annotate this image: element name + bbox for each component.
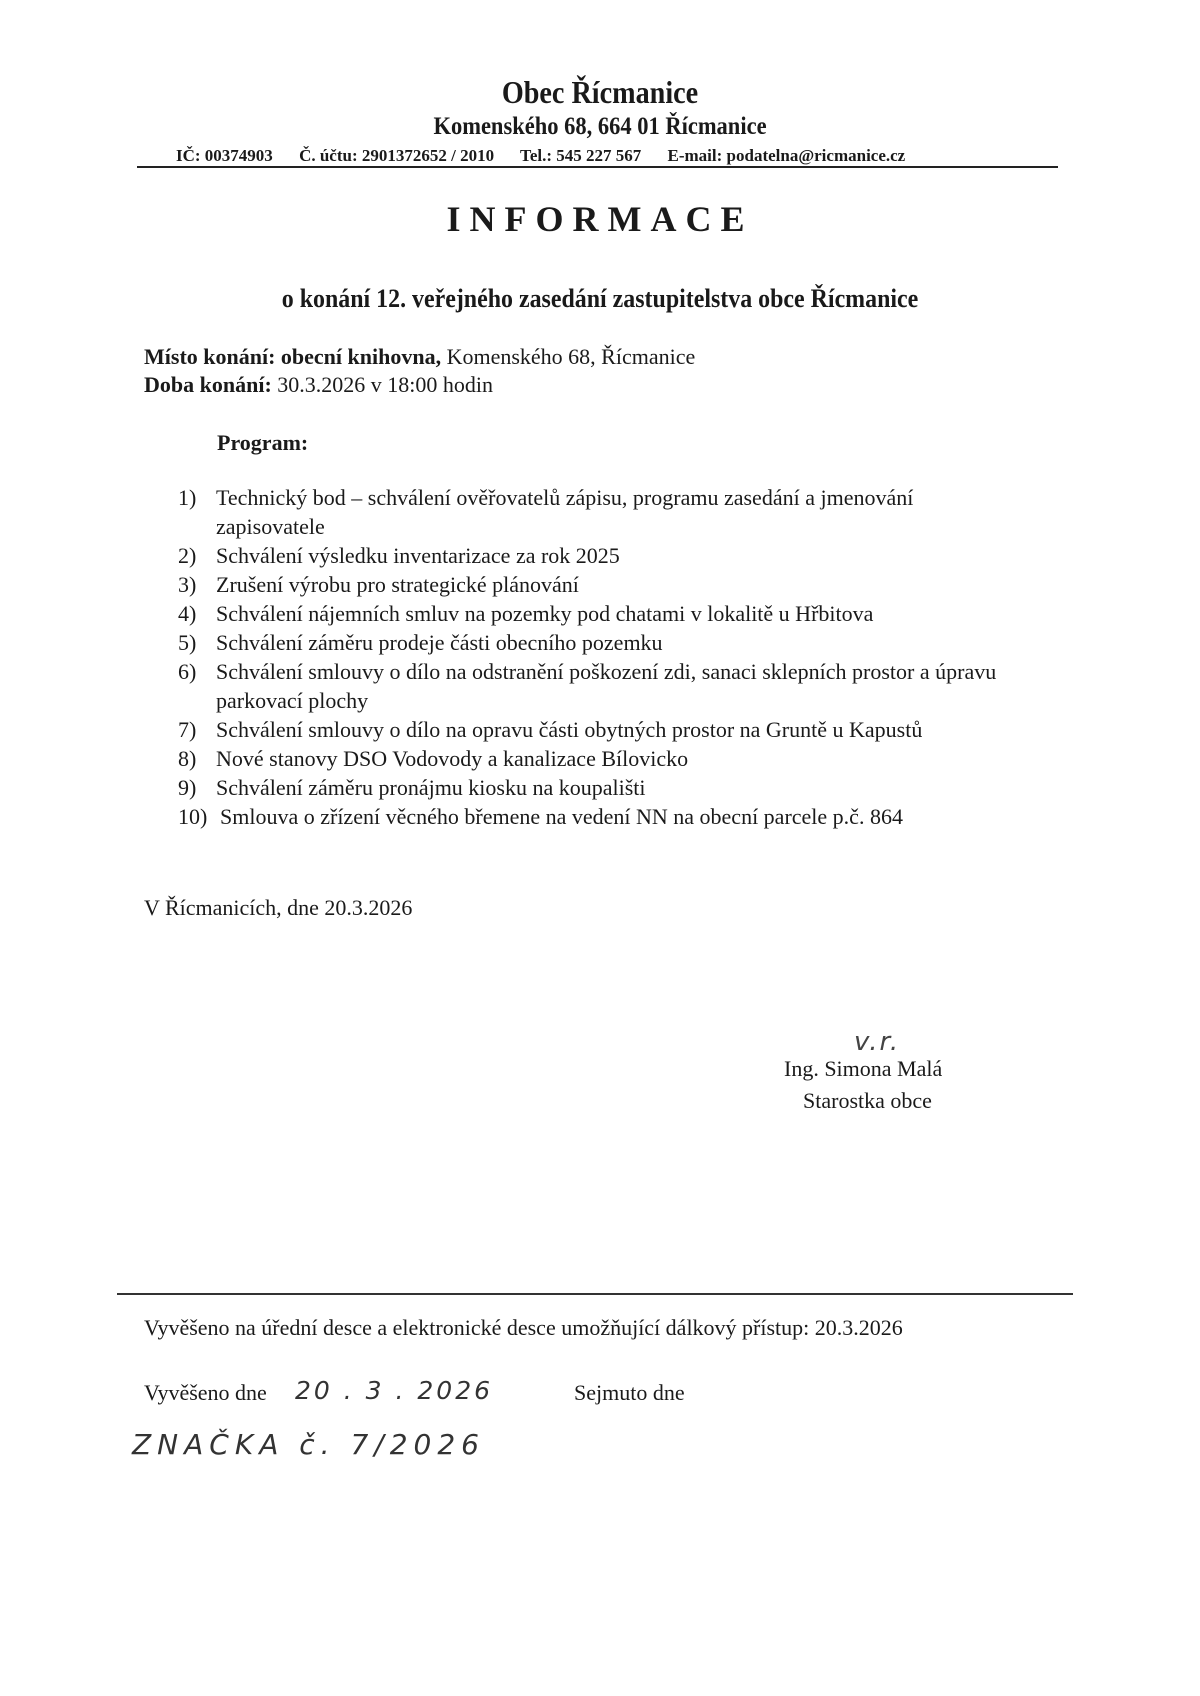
program-item — [178, 599, 1006, 628]
signer-role: Starostka obce — [803, 1088, 932, 1113]
item-number: 4) — [178, 601, 197, 626]
item-number: 7) — [178, 717, 197, 742]
removed-date-label: Sejmuto dne — [574, 1380, 685, 1405]
item-number: 5) — [178, 630, 197, 655]
meeting-place-label: Místo konání: obecní knihovna, — [144, 344, 442, 369]
phone-number: Tel.: 545 227 567 — [520, 146, 642, 165]
program-item — [178, 773, 1006, 802]
meeting-time — [144, 372, 493, 398]
company-id: IČ: 00374903 — [176, 146, 273, 165]
organization-address: Komenského 68, 664 01 Řícmanice — [433, 113, 767, 140]
item-text: Zrušení výrobu pro strategické plánování — [216, 572, 579, 597]
item-number: 10) — [178, 804, 208, 829]
document-title: INFORMACE — [446, 199, 754, 239]
meeting-place — [144, 344, 695, 370]
program-list — [178, 483, 1006, 831]
posted-date-label: Vyvěšeno dne — [144, 1380, 267, 1405]
item-text: Schválení smlouvy o dílo na opravu části obytných prostor na Gruntě u Kapustů — [216, 717, 923, 742]
item-text: Smlouva o zřízení věcného břemene na vedení NN na obecní parcele p.č. 864 — [220, 804, 903, 829]
program-item — [178, 802, 1006, 831]
item-text: Schválení nájemních smluv na pozemky pod chatami v lokalitě u Hřbitova — [216, 601, 874, 626]
program-item — [178, 657, 1006, 715]
item-number: 6) — [178, 659, 197, 684]
item-number: 1) — [178, 485, 197, 510]
item-number: 3) — [178, 572, 197, 597]
meeting-time-label: Doba konání: — [144, 372, 272, 397]
item-number: 9) — [178, 775, 197, 800]
posted-note: Vyvěšeno na úřední desce a elektronické desce umožňující dálkový přístup: 20.3.2026 — [144, 1315, 903, 1340]
signature-mark: v.r. — [854, 1027, 901, 1057]
item-text: Schválení smlouvy o dílo na odstranění poškození zdi, sanaci sklepních prostor a úpravu parkovací plochy — [216, 659, 997, 713]
organization-name: Obec Řícmanice — [501, 74, 699, 110]
posted-date-handwritten: 20 . 3 . 2026 — [295, 1376, 494, 1405]
program-item — [178, 715, 1006, 744]
item-text: Schválení záměru pronájmu kiosku na koupališti — [216, 775, 646, 800]
item-text: Nové stanovy DSO Vodovody a kanalizace Bílovicko — [216, 746, 689, 771]
document-subtitle: o konání 12. veřejného zasedání zastupitelstva obce Řícmanice — [281, 284, 919, 313]
item-text: Schválení záměru prodeje části obecního pozemku — [216, 630, 663, 655]
signer-name: Ing. Simona Malá — [784, 1056, 943, 1081]
item-text: Schválení výsledku inventarizace za rok 2025 — [216, 543, 620, 568]
place-and-date: V Řícmanicích, dne 20.3.2026 — [144, 895, 413, 920]
item-number: 2) — [178, 543, 197, 568]
program-item — [178, 570, 1006, 599]
header-divider — [137, 166, 1058, 168]
contact-line — [176, 146, 905, 166]
meeting-place-value: Komenského 68, Řícmanice — [441, 344, 696, 369]
item-number: 8) — [178, 746, 197, 771]
program-item — [178, 541, 1006, 570]
bank-account: Č. účtu: 2901372652 / 2010 — [299, 146, 495, 165]
program-item — [178, 628, 1006, 657]
program-item — [178, 744, 1006, 773]
footer-divider — [117, 1293, 1073, 1295]
email-address: E-mail: podatelna@ricmanice.cz — [667, 146, 906, 165]
meeting-time-value: 30.3.2026 v 18:00 hodin — [271, 372, 494, 397]
reference-number-handwritten: ZNAČKA č. 7/2026 — [132, 1428, 485, 1461]
item-text: Technický bod – schválení ověřovatelů zápisu, programu zasedání a jmenování zapisovatele — [216, 485, 914, 539]
program-heading: Program: — [217, 430, 309, 455]
program-item — [178, 483, 1006, 541]
